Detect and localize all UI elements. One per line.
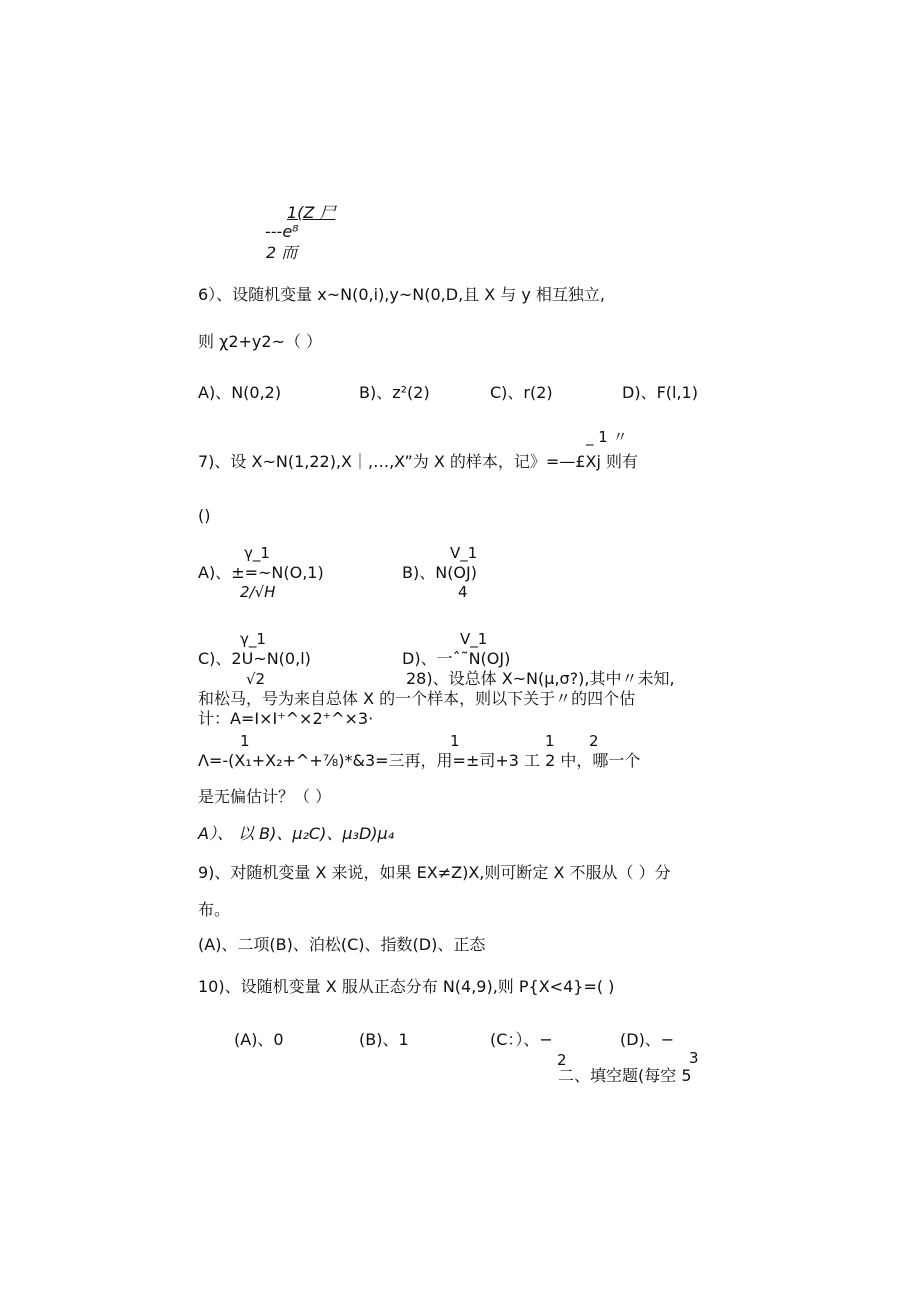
q9-line1: 9)、对随机变量 X 来说，如果 EX≠Z)X,则可断定 X 不服从（ ）分: [198, 863, 671, 882]
q6-stem: 6）、设随机变量 x~N(0,i),y~N(0,D,且 X 与 y 相互独立,: [198, 285, 606, 304]
q6-stem-line2: 则 χ2+y2~（ ）: [198, 332, 323, 351]
q7-option-d: D)、一ˆ˜N(OJ): [402, 649, 511, 668]
q7-option-a: A)、±=~N(O,1): [198, 563, 324, 582]
q7-stem: 7)、设 X~N(1,22),X｜,…,X”为 X 的样本，记》=—£Xj 则有: [198, 452, 638, 471]
formula-fragment-line3: 2 而: [266, 243, 298, 262]
q8-line4: Λ=-(X₁+X₂+^+⅞)*&3=三再，用=±司+3 工 2 中，哪一个: [198, 751, 641, 770]
formula-fragment-line1-text: 1(Z 尸: [287, 203, 336, 222]
q7-blank: (): [198, 506, 211, 525]
q6-option-d: D)、F(l,1): [622, 383, 698, 402]
q9-options: (A)、二项(B)、泊松(C)、指数(D)、正态: [198, 935, 486, 954]
q7-option-a-bottom: 2∕√H: [240, 583, 276, 601]
q7-option-b-top: V_1: [450, 544, 478, 562]
q8-options: A）、 以 B)、μ₂C)、μ₃D)μ₄: [198, 824, 395, 843]
q7-formula-above: _ 1 〃: [586, 428, 628, 446]
q7-option-b: B)、N(OJ): [402, 563, 477, 582]
section-2-heading: 二、填空题(每空 5: [558, 1066, 692, 1085]
q7-option-c-top: γ_1: [240, 630, 266, 648]
q6-option-a: A)、N(0,2): [198, 383, 282, 402]
q8-num-2: 1: [450, 732, 460, 750]
q8-num-4: 2: [589, 732, 599, 750]
q9-line2: 布。: [198, 900, 231, 919]
q8-line5: 是无偏估计？（ ）: [198, 787, 332, 806]
q7-option-d-top: V_1: [460, 630, 488, 648]
q8-line1: 28)、设总体 X~N(μ,σ?),其中〃未知,: [406, 669, 675, 688]
q10-option-c: (C：）、−: [490, 1030, 553, 1049]
formula-fragment-line2: ---e⁸: [265, 222, 299, 241]
q8-num-3: 1: [545, 732, 555, 750]
q8-num-1: 1: [240, 732, 250, 750]
q7-option-c: C)、2U~N(0,l): [198, 649, 311, 668]
q10-option-d-denominator: 3: [689, 1049, 699, 1067]
q10-option-b: (B)、1: [359, 1030, 409, 1049]
q6-option-b: B)、z²(2): [359, 383, 430, 402]
formula-fragment-line1: [287, 203, 335, 223]
q7-option-a-top: γ_1: [244, 544, 270, 562]
q10-option-d: (D)、−: [620, 1030, 675, 1049]
q7-option-b-bottom: 4: [458, 583, 468, 601]
q10-option-c-denominator: 2: [557, 1051, 567, 1069]
q8-line2: 和松马，号为来自总体 X 的一个样本，则以下关于〃的四个估: [198, 689, 636, 708]
q7-option-c-bottom: √2: [246, 670, 266, 688]
q6-option-c: C)、r(2): [490, 383, 553, 402]
q10-option-a: (A)、0: [234, 1030, 284, 1049]
q10-stem: 10)、设随机变量 X 服从正态分布 N(4,9),则 P{X<4}=( ): [198, 977, 615, 996]
q8-line3: 计：A=I×I⁺^×2⁺^×3·: [198, 709, 374, 728]
